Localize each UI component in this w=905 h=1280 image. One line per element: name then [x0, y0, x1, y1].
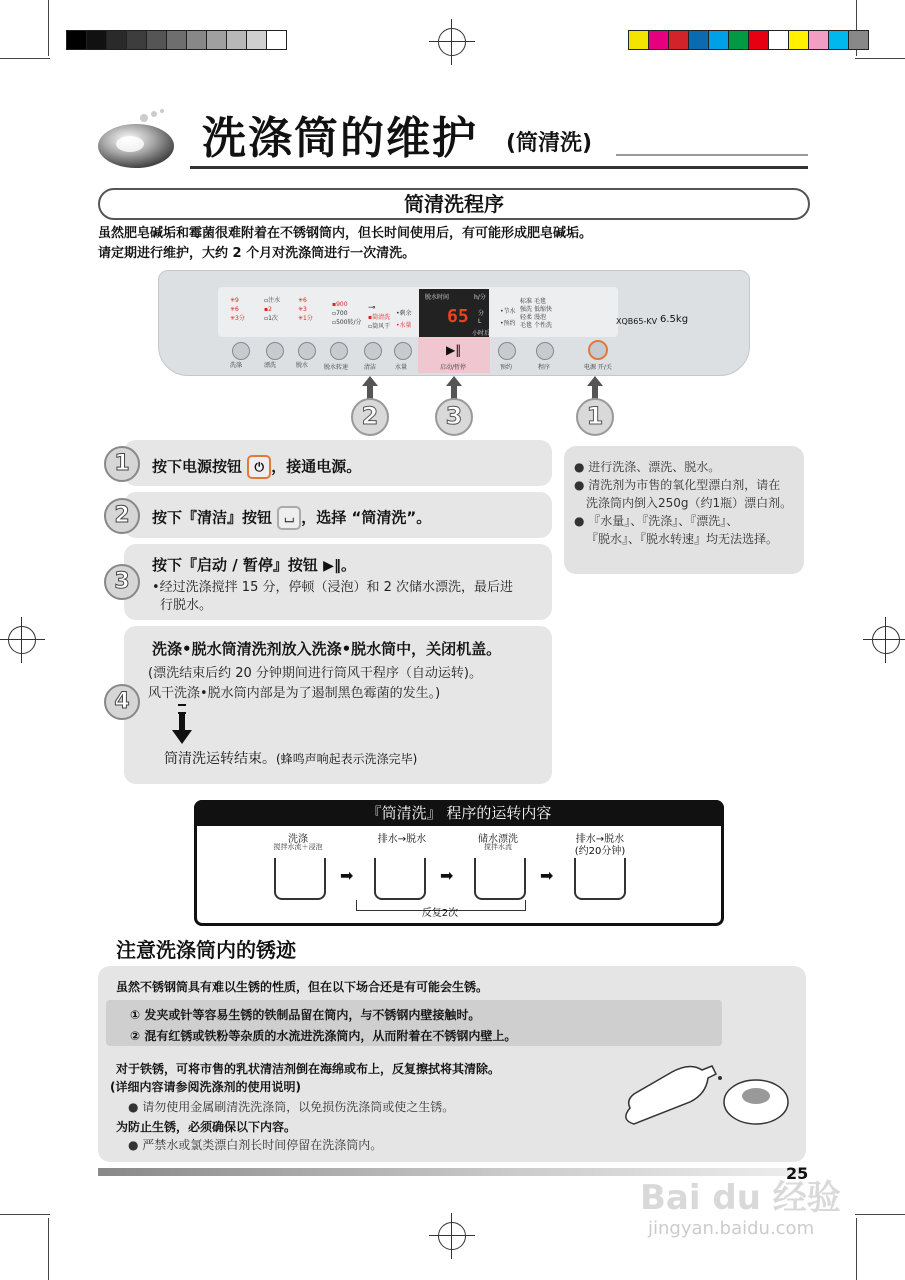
arrow-down-icon [179, 714, 185, 730]
step-4-detail: 风干洗涤•脱水筒内部是为了遏制黑色霉菌的发生。) [148, 686, 441, 701]
step-number: 1 [104, 446, 140, 482]
marker-2: 2 [351, 398, 389, 436]
gray-swatch [66, 30, 87, 50]
program-options: 标准 毛毯 强洗 低缩快 轻柔 漫泡 毛毯 个性洗 [520, 298, 552, 329]
rust-remedy-bullet: ● 请勿使用金属刷清洗洗涤筒，以免损伤洗涤筒或使之生锈。 [128, 1100, 455, 1114]
crop-mark [0, 1214, 50, 1215]
color-swatch [768, 30, 789, 50]
color-swatch [808, 30, 829, 50]
button-label: 清洁 [364, 364, 377, 371]
step-number: 3 [104, 564, 140, 600]
divider [190, 166, 808, 169]
speed-options: ▪900 ▫700 ▫500转/分 [332, 301, 362, 326]
gray-swatch [246, 30, 267, 50]
crop-mark [48, 0, 49, 56]
rust-case-2: ② 混有红锈或铁粉等杂质的水流进洗涤筒内，从而附着在不锈钢内壁上。 [130, 1029, 517, 1043]
color-swatch [788, 30, 809, 50]
display-label: h/分 [474, 294, 486, 301]
arrow-right-icon: ➡ [340, 866, 354, 885]
process-title: 『筒清洗』 程序的运转内容 [194, 800, 724, 826]
logo-icon [96, 108, 186, 170]
arrow-down-icon [178, 704, 186, 714]
step-number: 4 [104, 684, 140, 720]
notes-list: ● 进行洗涤、漂洗、脱水。 ● 清洗剂为市售的氧化型漂白剂，请在 洗涤筒内倒入250g（约1瓶）漂白剂。 ● 『水量』、『洗涤』、『漂洗』、 『脱水』、『脱水转速』均无法选择。 [574, 460, 793, 546]
wash-options: ✳9 ✳6 ✳3分 [230, 297, 245, 322]
water-level-button[interactable] [394, 342, 412, 360]
gray-swatch [146, 30, 167, 50]
step-3-detail: 行脱水。 [160, 598, 213, 613]
button-label: 程序 [538, 364, 551, 371]
tub-icon [274, 858, 326, 900]
rinse-button[interactable] [266, 342, 284, 360]
gray-scale-bar [66, 30, 286, 54]
button-label: 洗涤 [230, 362, 243, 369]
wash-button[interactable] [232, 342, 250, 360]
stage-label: 洗涤 [288, 834, 308, 845]
capacity-label: 6.5kg [660, 314, 689, 325]
gray-swatch [226, 30, 247, 50]
color-bar [628, 30, 868, 54]
rinse-options: ▫注水 ▪2 ▫1次 [264, 297, 281, 322]
color-swatch [688, 30, 709, 50]
power-button[interactable] [588, 340, 608, 360]
water-options: •剩余 •水量 [396, 310, 412, 329]
arrow-right-icon: ➡ [540, 866, 554, 885]
button-label: 电源 开/关 [584, 364, 612, 371]
step-4-end: 筒清洗运转结束。(蜂鸣声响起表示洗涤完毕) [164, 751, 418, 767]
display-label: 小时后 [472, 330, 491, 337]
color-swatch [748, 30, 769, 50]
step-4-detail: (漂洗结束后约 20 分钟期间进行筒风干程序（自动运转)。 [148, 666, 482, 681]
stage-label: 排水→脱水 [377, 834, 427, 845]
step-3-text: 按下『启动 / 暂停』按钮 ▶‖。 [152, 556, 356, 574]
registration-mark [438, 28, 466, 56]
arrow-up-icon [362, 376, 378, 386]
play-pause-icon[interactable]: ▶‖ [446, 343, 462, 357]
page-subtitle: (筒清洗) [506, 131, 593, 156]
repeat-label: 反复2次 [421, 908, 459, 919]
button-label: 启动/暂停 [440, 364, 467, 371]
color-swatch [828, 30, 849, 50]
arrow-up-icon [587, 376, 603, 386]
power-icon: ⏻ [247, 455, 271, 479]
button-label: 预约 [500, 364, 513, 371]
clean-button[interactable] [364, 342, 382, 360]
page-title: 洗涤筒的维护 [202, 113, 478, 164]
stage-sub: 搅拌水流＋浸泡 [273, 843, 323, 851]
rust-remedy: 对于铁锈，可将市售的乳状清洁剂倒在海绵或布上，反复擦拭将其清除。 [116, 1062, 501, 1076]
rust-prevent: 为防止生锈，必须确保以下内容。 [116, 1120, 297, 1134]
step-1-text: 按下电源按钮 ⏻ ，接通电源。 [152, 455, 361, 479]
spin-speed-button[interactable] [330, 342, 348, 360]
arrow-right-icon: ➡ [440, 866, 454, 885]
stage-label: 储水漂洗 [478, 834, 518, 845]
color-swatch [668, 30, 689, 50]
gray-swatch [186, 30, 207, 50]
watermark-url: jingyan.baidu.com [648, 1218, 815, 1239]
watermark: Bai du 经验 [640, 1178, 841, 1218]
gray-swatch [166, 30, 187, 50]
clean-icon: ⌴ [277, 506, 301, 530]
button-label: 脱水 [296, 362, 309, 369]
clean-options: ⊸ ▪筒清洗 ▫筒风干 [368, 303, 391, 330]
gray-swatch [206, 30, 227, 50]
crop-mark [0, 58, 50, 59]
play-pause-icon: ▶‖ [323, 558, 341, 574]
divider [616, 154, 808, 156]
color-swatch [708, 30, 729, 50]
tub-icon [374, 858, 426, 900]
arrow-down-icon [172, 730, 192, 744]
color-swatch [728, 30, 749, 50]
step-4-text: 洗涤•脱水筒清洗剂放入洗涤•脱水筒中，关闭机盖。 [152, 640, 502, 658]
stage-sub: (约20分钟) [574, 846, 626, 857]
color-swatch [848, 30, 869, 50]
gray-swatch [86, 30, 107, 50]
crop-mark [855, 1214, 905, 1215]
gray-swatch [106, 30, 127, 50]
display-label: L [478, 318, 482, 325]
intro-line: 虽然肥皂碱垢和霉菌很难附着在不锈钢筒内，但长时间使用后，有可能形成肥皂碱垢。 [98, 226, 593, 241]
save-options: •节水 •预约 [500, 308, 516, 327]
tub-icon [574, 858, 626, 900]
step-3-detail: •经过洗涤搅拌 15 分，停顿（浸泡）和 2 次储水漂洗，最后进 [152, 580, 514, 595]
spin-options: ✳6 ✳3 ✳1分 [298, 297, 313, 322]
tub-icon [474, 858, 526, 900]
button-label: 漂洗 [264, 362, 277, 369]
marker-3: 3 [435, 398, 473, 436]
rust-title: 注意洗涤筒内的锈迹 [116, 938, 296, 962]
color-swatch [628, 30, 649, 50]
rust-case-1: ① 发夹或针等容易生锈的铁制品留在筒内，与不锈钢内壁接触时。 [130, 1008, 481, 1022]
crop-mark [48, 1218, 49, 1280]
section-title: 筒清洗程序 [98, 188, 810, 220]
registration-mark [8, 626, 36, 654]
page-number: 25 [786, 1164, 809, 1183]
display-label: 分 [478, 310, 485, 317]
program-button[interactable] [536, 342, 554, 360]
display-value: 65 [447, 306, 469, 327]
button-label: 水量 [395, 364, 408, 371]
intro-line: 请定期进行维护，大约 2 个月对洗涤筒进行一次清洗。 [98, 246, 416, 261]
rust-intro: 虽然不锈钢筒具有难以生锈的性质，但在以下场合还是有可能会生锈。 [116, 980, 489, 994]
gray-swatch [266, 30, 287, 50]
spin-button[interactable] [298, 342, 316, 360]
registration-mark [872, 626, 900, 654]
step-number: 2 [104, 498, 140, 534]
marker-1: 1 [576, 398, 614, 436]
crop-mark [855, 58, 905, 59]
crop-mark [856, 1218, 857, 1280]
stage-sub: 搅拌水流 [484, 843, 512, 851]
model-number: XQB65-KV [616, 317, 658, 326]
rust-prevent-bullet: ● 严禁水或氯类漂白剂长时间停留在洗涤筒内。 [128, 1138, 383, 1152]
rust-remedy-note: (详细内容请参阅洗涤剂的使用说明) [110, 1080, 301, 1094]
stage-label: 排水→脱水 [575, 834, 625, 845]
step-2-text: 按下『清洁』按钮 ⌴ ，选择 “筒清洗”。 [152, 506, 431, 530]
cleaner-bottle-sponge-icon [620, 1058, 790, 1130]
arrow-up-icon [446, 376, 462, 386]
timer-button[interactable] [498, 342, 516, 360]
display-label: 脱水时间 [425, 294, 450, 301]
gray-swatch [126, 30, 147, 50]
registration-mark [438, 1222, 466, 1250]
color-swatch [648, 30, 669, 50]
button-label: 脱水转速 [324, 364, 349, 371]
